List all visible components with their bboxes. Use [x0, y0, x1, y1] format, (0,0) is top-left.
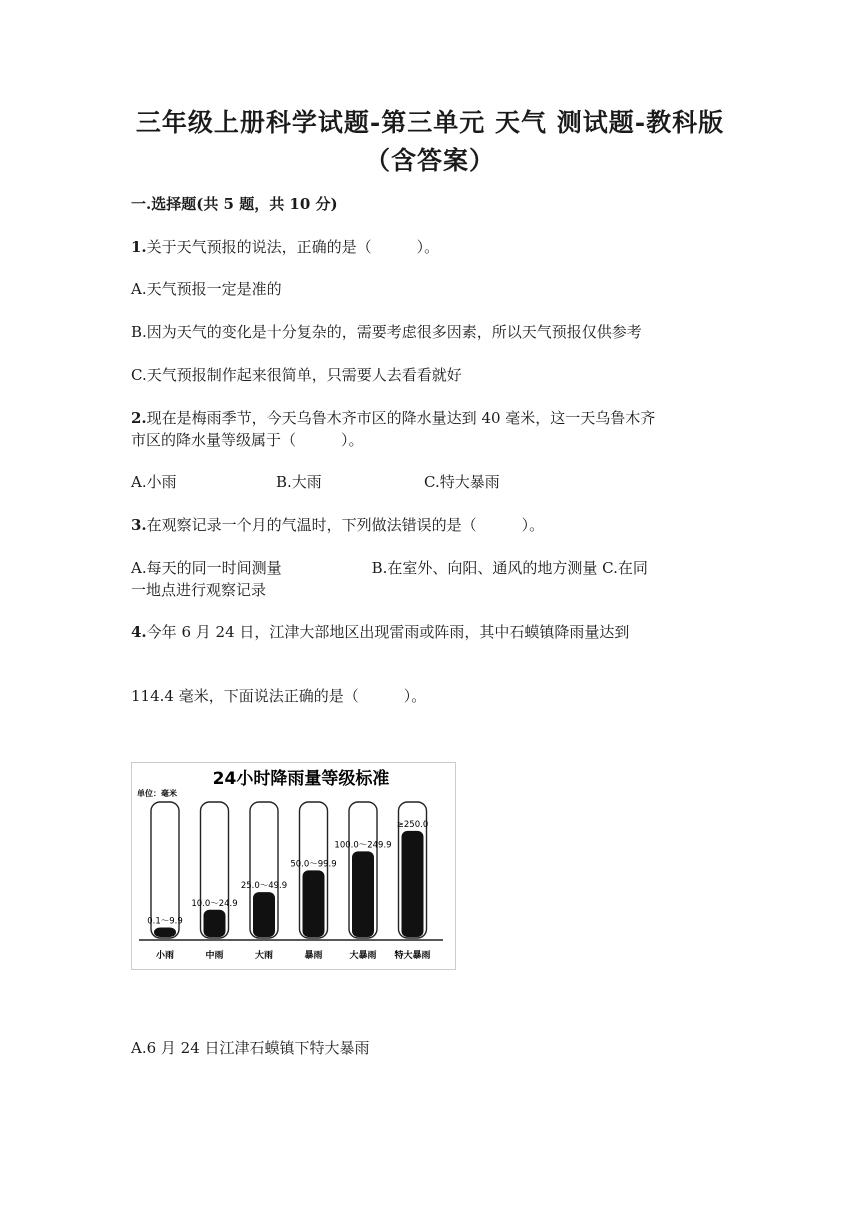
question-1	[131, 235, 439, 259]
option-2b: B.大雨	[276, 473, 322, 491]
bar	[402, 831, 424, 937]
option-2a: A.小雨	[131, 473, 177, 491]
options-3-line2: 一地点进行观察记录	[131, 581, 267, 599]
page-title: 三年级上册科学试题-第三单元 天气 测试题-教科版（含答案）	[135, 108, 725, 175]
question-number: 2.	[131, 409, 147, 427]
chart-unit-label: 单位：毫米	[137, 789, 177, 798]
question-number: 3.	[131, 516, 147, 534]
bar	[352, 851, 374, 937]
question-text: 现在是梅雨季节，今天乌鲁木齐市区的降水量达到 40 毫米，这一天乌鲁木齐	[146, 409, 656, 427]
range-label: 0.1～9.9	[147, 916, 183, 927]
question-number: 1.	[131, 238, 147, 256]
question-text: 关于天气预报的说法，正确的是（ ）。	[146, 238, 440, 256]
category-label: 大暴雨	[349, 951, 377, 961]
question-4-cont: 114.4 毫米，下面说法正确的是（ ）。	[131, 687, 427, 705]
chart-title: 24小时降雨量等级标准	[212, 769, 390, 789]
question-number: 4.	[131, 623, 147, 641]
section-heading: 一.选择题(共 5 题，共 10 分)	[131, 195, 338, 213]
option-4a: A.6 月 24 日江津石蟆镇下特大暴雨	[131, 1039, 370, 1057]
question-text: 在观察记录一个月的气温时，下列做法错误的是（ ）。	[146, 516, 545, 534]
option-2c: C.特大暴雨	[424, 473, 500, 491]
range-label: 50.0～99.9	[290, 859, 337, 870]
category-label: 中雨	[205, 951, 224, 961]
option-1b: B.因为天气的变化是十分复杂的，需要考虑很多因素，所以天气预报仅供参考	[131, 323, 642, 341]
rainfall-chart	[131, 762, 456, 970]
category-label: 小雨	[155, 951, 175, 961]
bar	[253, 892, 275, 937]
range-label: 25.0～49.9	[240, 881, 288, 892]
bar	[303, 870, 325, 937]
bar	[204, 910, 226, 937]
range-label: 100.0～249.9	[334, 840, 392, 851]
category-label: 特大暴雨	[394, 951, 431, 961]
question-text: 今年 6 月 24 日，江津大部地区出现雷雨或阵雨，其中石蟆镇降雨量达到	[146, 623, 630, 641]
category-label: 大雨	[254, 951, 274, 961]
rainfall-chart-svg	[131, 762, 456, 970]
range-label: 10.0～24.9	[191, 898, 238, 909]
range-label: ≥250.0	[396, 819, 429, 830]
option-1c: C.天气预报制作起来很简单，只需要人去看看就好	[131, 366, 462, 384]
option-1a: A.天气预报一定是准的	[131, 280, 282, 298]
question-4	[131, 620, 629, 644]
category-label: 暴雨	[304, 951, 323, 961]
question-3	[131, 513, 544, 537]
question-2	[131, 406, 655, 430]
question-2-cont: 市区的降水量等级属于（ ）。	[131, 431, 364, 449]
options-3-line1: A.每天的同一时间测量 B.在室外、向阳、通风的地方测量 C.在同	[131, 559, 648, 577]
bar	[154, 927, 176, 937]
